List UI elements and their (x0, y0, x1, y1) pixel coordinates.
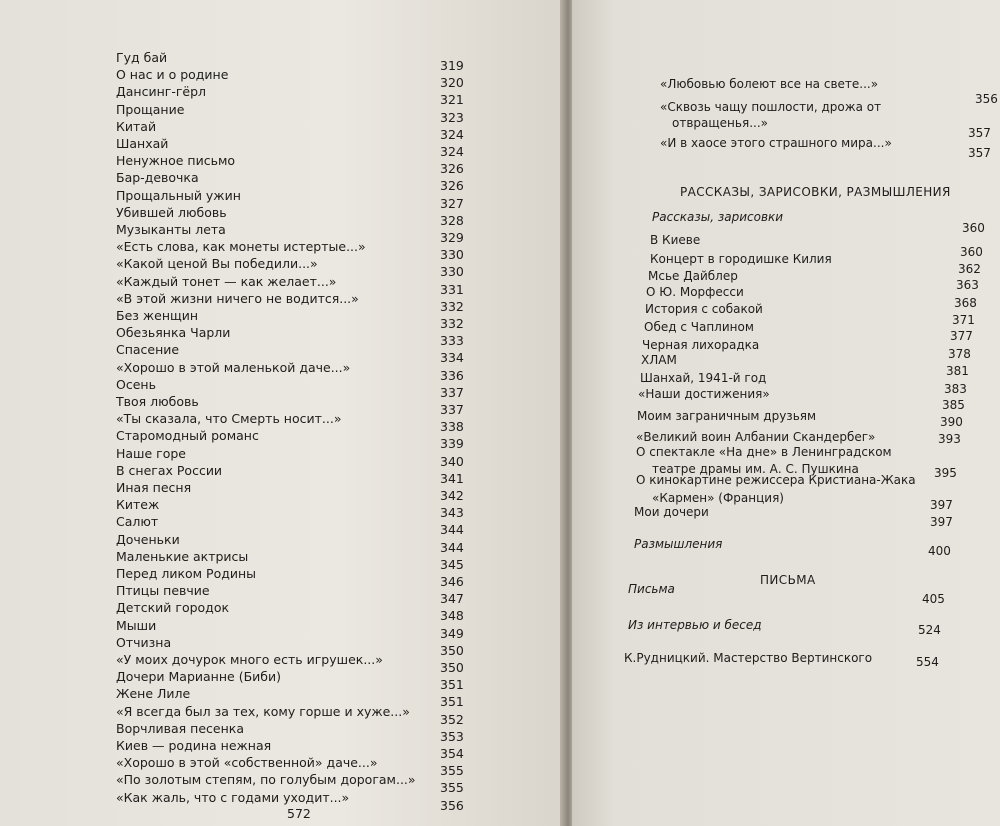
toc-entry: ХЛАМ (641, 353, 677, 367)
toc-entry: К.Рудницкий. Мастерство Вертинского (624, 651, 873, 665)
toc-page-number: 324 (440, 126, 464, 142)
toc-page-number: 357 (968, 146, 991, 160)
toc-entry-title: Детский городок (116, 600, 230, 616)
toc-entry-title: Прощальный ужин (116, 187, 241, 203)
toc-entry: Шанхай, 1941-й год (640, 371, 767, 385)
toc-page-number: 341 (440, 470, 464, 486)
toc-entry-title: Бар-девочка (116, 170, 199, 186)
toc-page-number: 400 (928, 544, 951, 558)
toc-page-number: 327 (440, 195, 464, 211)
letters-heading: ПИСЬМА (760, 573, 816, 587)
toc-page-number: 342 (440, 488, 464, 503)
toc-page-number: 355 (440, 780, 464, 796)
toc-page-number: 383 (944, 382, 967, 396)
toc-page-number: 352 (440, 711, 464, 727)
toc-page-number: 323 (440, 109, 464, 125)
subsection-title: Размышления (634, 537, 723, 551)
toc-entry-title: Без женщин (116, 308, 199, 323)
section-heading: РАССКАЗЫ, ЗАРИСОВКИ, РАЗМЫШЛЕНИЯ (680, 185, 951, 199)
toc-entry-title: Старомодный романс (116, 428, 259, 444)
toc-page-number: 360 (962, 221, 985, 235)
toc-page-number: 395 (934, 466, 957, 480)
toc-page-number: 350 (440, 642, 464, 658)
toc-page-number: 330 (440, 264, 464, 280)
toc-entry: Концерт в городишке Килия (650, 252, 832, 266)
toc-entry-title: Дочери Марианне (Биби) (116, 669, 281, 685)
toc-page-number: 348 (440, 608, 464, 624)
toc-entry: О Ю. Морфесси (646, 285, 744, 299)
toc-entry-title: «Каждый тонет — как желает...» (116, 273, 337, 289)
toc-entry-title: «Ты сказала, что Смерть носит...» (116, 411, 342, 427)
toc-entry-title: Отчизна (116, 634, 172, 650)
toc-entry-title: «Хорошо в этой маленькой даче...» (116, 359, 351, 375)
toc-entry-title: Китай (116, 118, 157, 134)
toc-page-number: 347 (440, 591, 464, 607)
toc-entry-title: «У моих дочурок много есть игрушек...» (116, 652, 383, 667)
toc-page-number: 377 (950, 329, 973, 343)
toc-page-number: 326 (440, 178, 464, 194)
toc-page-number: 356 (975, 92, 998, 106)
toc-page-number: 350 (440, 660, 464, 675)
toc-page-number: 397 (930, 515, 953, 529)
toc-page-number: 363 (956, 278, 979, 292)
toc-page-number: 356 (440, 797, 464, 813)
toc-page-number: 378 (948, 347, 971, 361)
toc-entry-title: Китеж (116, 497, 160, 513)
toc-page-number: 381 (946, 364, 969, 378)
toc-entry: «Кармен» (Франция) (652, 491, 784, 505)
subsection-title: Из интервью и бесед (628, 618, 762, 632)
toc-page-number: 524 (918, 623, 941, 637)
toc-entry-title: Убившей любовь (116, 204, 227, 220)
toc-page-number: 349 (440, 625, 464, 641)
toc-entry: «Великий воин Албании Скандербег» (636, 430, 876, 444)
toc-entry: Черная лихорадка (642, 338, 760, 352)
toc-page-number: 354 (440, 746, 464, 761)
toc-entry-title: Прощание (116, 101, 185, 117)
toc-entry-title: «В этой жизни ничего не водится...» (116, 290, 359, 306)
subsection-title: Письма (628, 582, 675, 596)
toc-entry: «Любовью болеют все на свете...» (660, 77, 879, 91)
toc-page-number: 337 (440, 402, 464, 417)
toc-entry-title: Ненужное письмо (116, 153, 236, 169)
toc-page-number: 397 (930, 498, 953, 512)
toc-page-number: 355 (440, 763, 464, 779)
toc-page-number: 330 (440, 247, 464, 263)
toc-page-number: 385 (942, 398, 965, 412)
toc-page-number: 331 (440, 281, 464, 297)
toc-page-number: 346 (440, 574, 464, 589)
toc-entry: «Сквозь чащу пошлости, дрожа от (660, 100, 882, 114)
toc-page-number: 360 (960, 245, 983, 259)
toc-page-number: 393 (938, 432, 961, 446)
toc-entry-title: Киев — родина нежная (116, 738, 272, 753)
toc-entry-title: «Я всегда был за тех, кому горше и хуже...» (116, 703, 410, 719)
toc-entry: О кинокартине режиссера Кристиана-Жака (636, 473, 916, 487)
toc-entry-title: О нас и о родине (116, 67, 229, 83)
toc-page-number: 324 (440, 144, 464, 159)
toc-page-number: 371 (952, 313, 975, 327)
toc-entry-title: Доченьки (116, 531, 180, 547)
subsection-title: Рассказы, зарисовки (652, 210, 784, 224)
toc-entry-title: «Хорошо в этой «собственной» даче...» (116, 755, 378, 771)
toc-entry-title: Ворчливая песенка (116, 720, 244, 736)
toc-page-number: 405 (922, 592, 945, 606)
toc-entry-title: «Как жаль, что с годами уходит...» (116, 789, 350, 805)
toc-entry: Мсье Дайблер (648, 269, 738, 283)
toc-entry-title: Дансинг-гёрл (116, 84, 207, 100)
page-folio: 572 (287, 806, 311, 821)
toc-entry: В Киеве (650, 233, 701, 247)
toc-entry-title: В снегах России (116, 462, 223, 478)
toc-entry-title: Спасение (116, 342, 180, 358)
toc-page-number: 353 (440, 728, 464, 744)
toc-entry: «Наши достижения» (638, 387, 770, 401)
toc-entry: театре драмы им. А. С. Пушкина (652, 462, 859, 476)
toc-page-number: 334 (440, 350, 464, 366)
toc-entry-title: Обезьянка Чарли (116, 325, 231, 341)
toc-entry-title: «По золотым степям, по голубым дорогам...» (116, 772, 416, 788)
toc-entry: Моим заграничным друзьям (637, 409, 817, 423)
toc-page-number: 340 (440, 453, 464, 469)
toc-entry: История с собакой (645, 302, 763, 316)
toc-entry-title: Жене Лиле (116, 686, 191, 702)
toc-page-number: 343 (440, 505, 464, 521)
toc-entry-title: Мыши (116, 617, 157, 633)
toc-page-number: 390 (940, 415, 963, 429)
toc-page-number: 351 (440, 677, 464, 693)
toc-entry-title: Осень (116, 376, 156, 392)
toc-entry: «И в хаосе этого страшного мира...» (660, 136, 892, 150)
toc-page-number: 333 (440, 333, 464, 349)
toc-page-number: 338 (440, 419, 464, 435)
toc-entry-title: Твоя любовь (116, 394, 199, 409)
toc-entry-title: Салют (116, 514, 159, 530)
toc-page-number: 332 (440, 298, 464, 314)
toc-entry-title: «Есть слова, как монеты истертые...» (116, 239, 366, 255)
toc-page-number: 554 (916, 655, 939, 669)
toc-page-number: 345 (440, 556, 464, 572)
toc-page-number: 321 (440, 92, 464, 108)
toc-entry-title: Иная песня (116, 480, 192, 495)
toc-entry-title: Птицы певчие (116, 583, 210, 599)
toc-page-number: 332 (440, 316, 464, 331)
toc-page-number: 328 (440, 212, 464, 228)
toc-entry-title: Перед ликом Родины (116, 566, 257, 581)
toc-entry-title: Маленькие актрисы (116, 548, 249, 564)
toc-page-number: 320 (440, 75, 464, 91)
toc-page-number: 339 (440, 436, 464, 452)
toc-entry: Обед с Чаплином (644, 320, 754, 334)
toc-entry-title: Наше горе (116, 445, 187, 461)
toc-entry-title: Музыканты лета (116, 222, 226, 237)
toc-page-number: 362 (958, 262, 981, 276)
toc-page-number: 329 (440, 230, 464, 245)
toc-page-number: 319 (440, 58, 464, 73)
toc-page-number: 344 (440, 522, 464, 538)
toc-page-number: 344 (440, 539, 464, 555)
toc-entry: Мои дочери (634, 505, 709, 519)
toc-page-number: 326 (440, 161, 464, 177)
toc-page-number: 351 (440, 694, 464, 710)
toc-entry-title: Гуд бай (116, 50, 168, 65)
toc-entry: О спектакле «На дне» в Ленинградском (636, 445, 892, 459)
toc-entry: отвращенья...» (672, 116, 768, 130)
toc-entry-title: Шанхай (116, 136, 169, 151)
toc-page-number: 336 (440, 367, 464, 383)
toc-page-number: 368 (954, 296, 977, 310)
toc-page-number: 357 (968, 126, 991, 140)
toc-entry-title: «Какой ценой Вы победили...» (116, 256, 318, 272)
toc-page-number: 337 (440, 384, 464, 400)
